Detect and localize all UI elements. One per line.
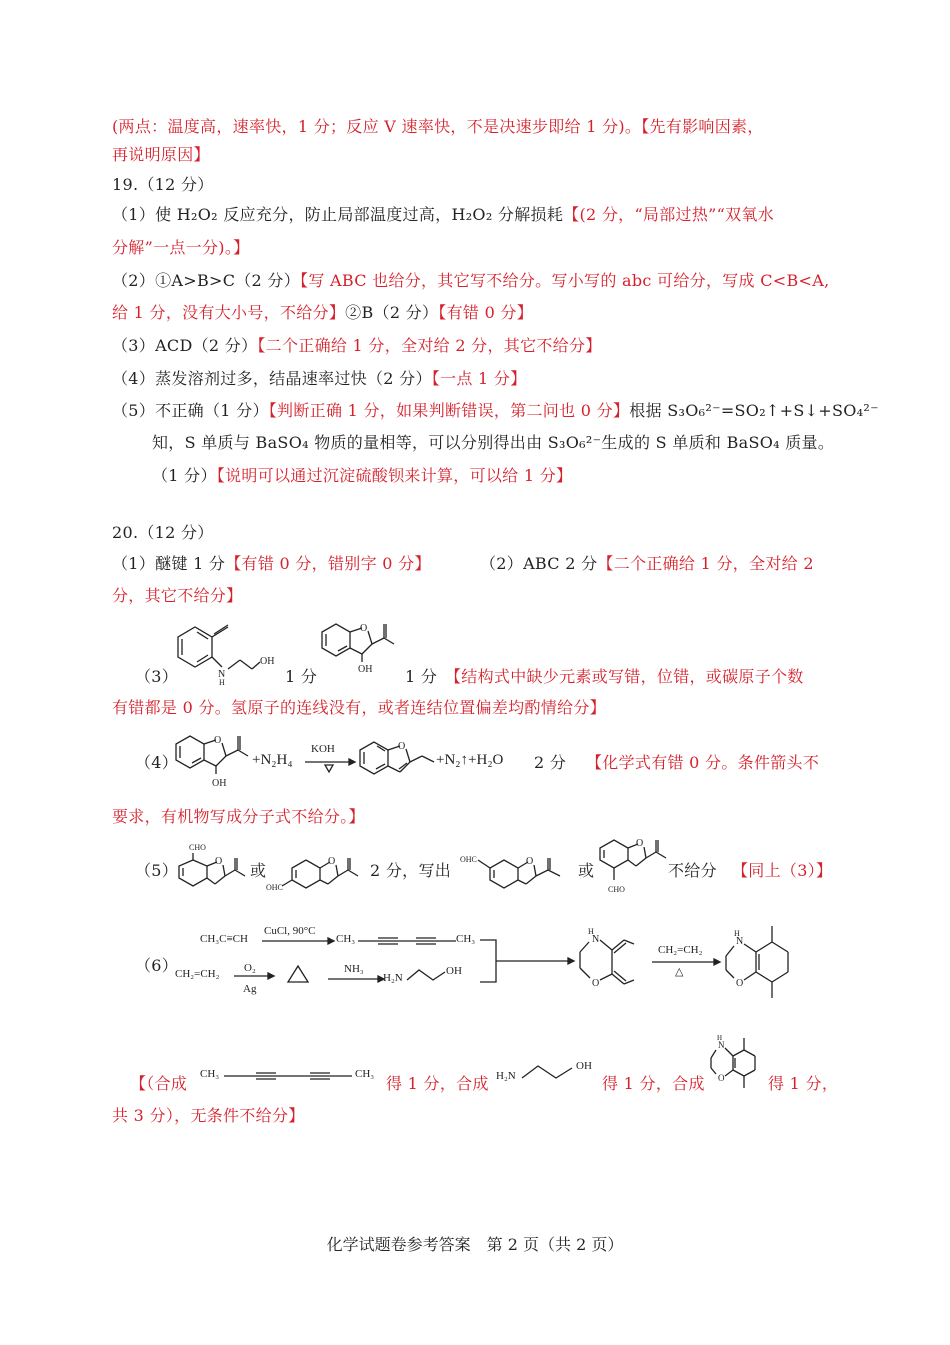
route-score-text-2: 得 1 分，合成 [602, 1074, 705, 1093]
q20-part5-score: 2 分，写出 [370, 861, 452, 880]
q19-part5-row [112, 400, 879, 422]
q19-part3-row [112, 335, 602, 357]
q20-part3-score-1: 1 分 [285, 667, 318, 686]
molecule-final-product [722, 912, 812, 1007]
svg-text:O: O [360, 623, 368, 634]
route-aminoethanol-h2n: H₂N [383, 972, 403, 984]
molecule-dihydrobenzofuranone [318, 618, 403, 680]
q20-part3-note-cont: 有错都是 0 分。氢原子的连线没有，或者连结位置偏差均酌情给分】 [112, 698, 606, 717]
molecule-score-product [708, 1026, 768, 1098]
q20-part3-score-2: 1 分 [405, 667, 438, 686]
svg-text:O: O [526, 856, 534, 867]
q19-part5-score: （1 分） [152, 466, 217, 485]
route-condition-ethene: CH₂=CH₂ [658, 944, 703, 956]
route-score-text-1: 得 1 分，合成 [386, 1074, 489, 1093]
route-score-ch3-left: CH₃ [200, 1068, 220, 1080]
q20-part4-products: +N₂↑+H₂O [436, 752, 504, 768]
q20-part6-label: （6） [135, 956, 179, 975]
route-diyne-ch3-right: CH₃ [456, 933, 476, 945]
q19-part1-note-cont: 分解”一点一分)。】 [112, 238, 250, 257]
q19-part1-row [112, 204, 774, 226]
svg-text:O: O [215, 856, 223, 867]
route-arrow-2 [232, 970, 276, 982]
molecule-5-wrong-b [596, 830, 676, 902]
q19-part3-note: 【二个正确给 1 分，全对给 2 分，其它不给分】 [257, 336, 602, 355]
route-reactant-ethene: CH₂=CH₂ [175, 968, 220, 980]
route-arrow-3 [326, 973, 386, 985]
q19-part2-answer-b: ②B（2 分） [345, 303, 439, 322]
route-diyne-ch3-left: CH₃ [336, 933, 356, 945]
q20-part4-score: 2 分 [534, 753, 567, 772]
route-arrow-1 [260, 934, 336, 948]
q20-part5-note: 【同上（3）】 [732, 861, 833, 880]
reaction-arrow-4 [303, 757, 355, 777]
q19-part5-answer: （5）不正确（1 分） [112, 401, 269, 420]
route-score-prefix: 【（合成 [130, 1074, 188, 1093]
svg-text:CHO: CHO [608, 885, 625, 894]
q20-part3-note: 【结构式中缺少元素或写错，位错，或碳原子个数 [445, 667, 804, 686]
q19-part2-row [112, 270, 830, 292]
q20-part4-note-cont: 要求，有机物写成分子式不给分。】 [112, 807, 365, 826]
svg-text:H: H [717, 1034, 723, 1042]
svg-text:N: N [218, 669, 226, 680]
q19-part5-explanation: 知，S 单质与 BaSO₄ 物质的量相等，可以分别得出由 S₃O₆²⁻生成的 S 单质和 BaSO₄ 质量。 [152, 433, 835, 452]
route-score-h2n: H₂N [496, 1070, 516, 1082]
route-score-aminoethanol-chain [520, 1062, 576, 1084]
q20-part3-label: （3） [135, 667, 179, 686]
epoxide-icon [285, 962, 311, 986]
svg-text:O: O [736, 978, 744, 989]
q20-part2-note: 【二个正确给 1 分，全对给 2 [597, 554, 814, 573]
q19-part3-answer: （3）ACD（2 分） [112, 336, 258, 355]
q20-part4-label: （4） [135, 753, 179, 772]
route-aminoethanol-oh: OH [446, 965, 462, 977]
route-score-total: 共 3 分），无条件不给分】 [112, 1106, 305, 1125]
route-score-oh: OH [576, 1060, 592, 1072]
q19-part5-row-3 [152, 465, 572, 487]
route-condition-ag: Ag [243, 983, 257, 995]
q19-part5-note-b: 【说明可以通过沉淀硫酸钡来计算，可以给 1 分】 [216, 466, 573, 485]
svg-text:H: H [219, 678, 225, 687]
q19-part1-answer: （1）使 H₂O₂ 反应充分，防止局部温度过高，H₂O₂ 分解损耗 [112, 205, 564, 224]
route-arrow-4 [650, 956, 722, 968]
q19-part4-note: 【一点 1 分】 [431, 369, 527, 388]
molecule-reactant-4 [172, 730, 257, 792]
q19-part2-row-2 [112, 302, 533, 324]
route-condition-heat: △ [675, 966, 684, 978]
svg-text:O: O [328, 856, 336, 867]
q20-part2-answer: （2）ABC 2 分 [480, 554, 598, 573]
molecule-ethylbenzofuran [356, 736, 441, 781]
q20-part1-answer: （1）醚键 1 分 [112, 554, 226, 573]
q20-part4-note: 【化学式有错 0 分。条件箭头不 [586, 753, 820, 772]
q19-part4-answer: （4）蒸发溶剂过多，结晶速率过快（2 分） [112, 369, 432, 388]
q20-part5-or: 或 [250, 861, 267, 880]
q19-heading: 19.（12 分） [112, 175, 214, 194]
route-score-text-3: 得 1 分， [768, 1074, 839, 1093]
q20-heading: 20.（12 分） [112, 523, 214, 542]
route-condition-cucl: CuCl, 90°C [264, 925, 316, 937]
route-diyne-chain [358, 933, 458, 949]
route-reactant-propyne: CH₃C≡CH [200, 933, 248, 945]
q20-part5-label: （5） [135, 861, 179, 880]
molecule-5-option-a [175, 840, 255, 895]
molecule-aminoalkyne [168, 622, 278, 692]
svg-text:H: H [588, 927, 594, 936]
q19-part2-answer: （2）①A>B>C（2 分） [112, 271, 301, 290]
q20-part4-condition: KOH [311, 743, 335, 755]
q20-part1-note: 【有错 0 分，错别字 0 分】 [225, 554, 431, 573]
q20-part2-note-cont: 分，其它不给分】 [112, 586, 243, 605]
svg-text:N: N [736, 936, 744, 947]
svg-text:N: N [718, 1040, 725, 1050]
q20-part2-row [480, 553, 814, 575]
q20-part1-row [112, 553, 431, 575]
route-aminoethanol-chain [405, 964, 449, 986]
molecule-dienyl-oxazine [572, 920, 642, 1005]
page-footer: 化学试题卷参考答案 第 2 页（共 2 页） [326, 1235, 624, 1254]
note-line-2: 再说明原因】 [112, 145, 210, 164]
svg-text:OH: OH [358, 664, 373, 675]
q19-part2-note-b: 【有错 0 分】 [438, 303, 534, 322]
svg-text:O: O [718, 1073, 725, 1083]
route-score-diyne-chain [224, 1068, 354, 1084]
q19-part2-note: 【写 ABC 也给分，其它写不给分。写小写的 abc 可给分，写成 C<B<A, [300, 271, 830, 290]
route-score-ch3-right: CH₃ [355, 1068, 375, 1080]
q19-part5-note: 【判断正确 1 分，如果判断错误，第二问也 0 分】 [268, 401, 630, 420]
note-line-1: (两点：温度高，速率快，1 分；反应 V 速率快，不是决速步即给 1 分)。【先有影响因素， [112, 117, 764, 136]
svg-text:OH: OH [260, 656, 275, 667]
route-condition-nh3: NH₃ [344, 963, 364, 975]
route-condition-o2: O₂ [244, 962, 256, 974]
q19-part2-note-cont: 给 1 分，没有大小号，不给分】 [112, 303, 346, 322]
q20-part4-reagent: +N₂H₄ [252, 752, 293, 768]
svg-text:OH: OH [212, 778, 227, 789]
svg-text:N: N [592, 934, 600, 945]
svg-text:O: O [636, 838, 644, 849]
svg-text:O: O [592, 978, 600, 989]
svg-text:O: O [398, 741, 406, 752]
svg-text:OHC: OHC [266, 883, 283, 892]
q20-part5-or-2: 或 [578, 861, 595, 880]
svg-text:O: O [214, 735, 222, 746]
q19-part4-row [112, 368, 527, 390]
q19-part1-note: 【(2 分，“局部过热”“双氧水 [563, 205, 774, 224]
svg-text:H: H [734, 929, 740, 938]
q20-part5-not-scored: 不给分 [668, 861, 717, 880]
molecule-5-wrong-a [460, 840, 575, 895]
molecule-5-option-b [266, 840, 376, 895]
q19-part5-equation: 根据 S₃O₆²⁻=SO₂↑+S↓+SO₄²⁻ [629, 401, 879, 420]
svg-text:OHC: OHC [460, 855, 477, 864]
svg-text:CHO: CHO [189, 843, 206, 852]
